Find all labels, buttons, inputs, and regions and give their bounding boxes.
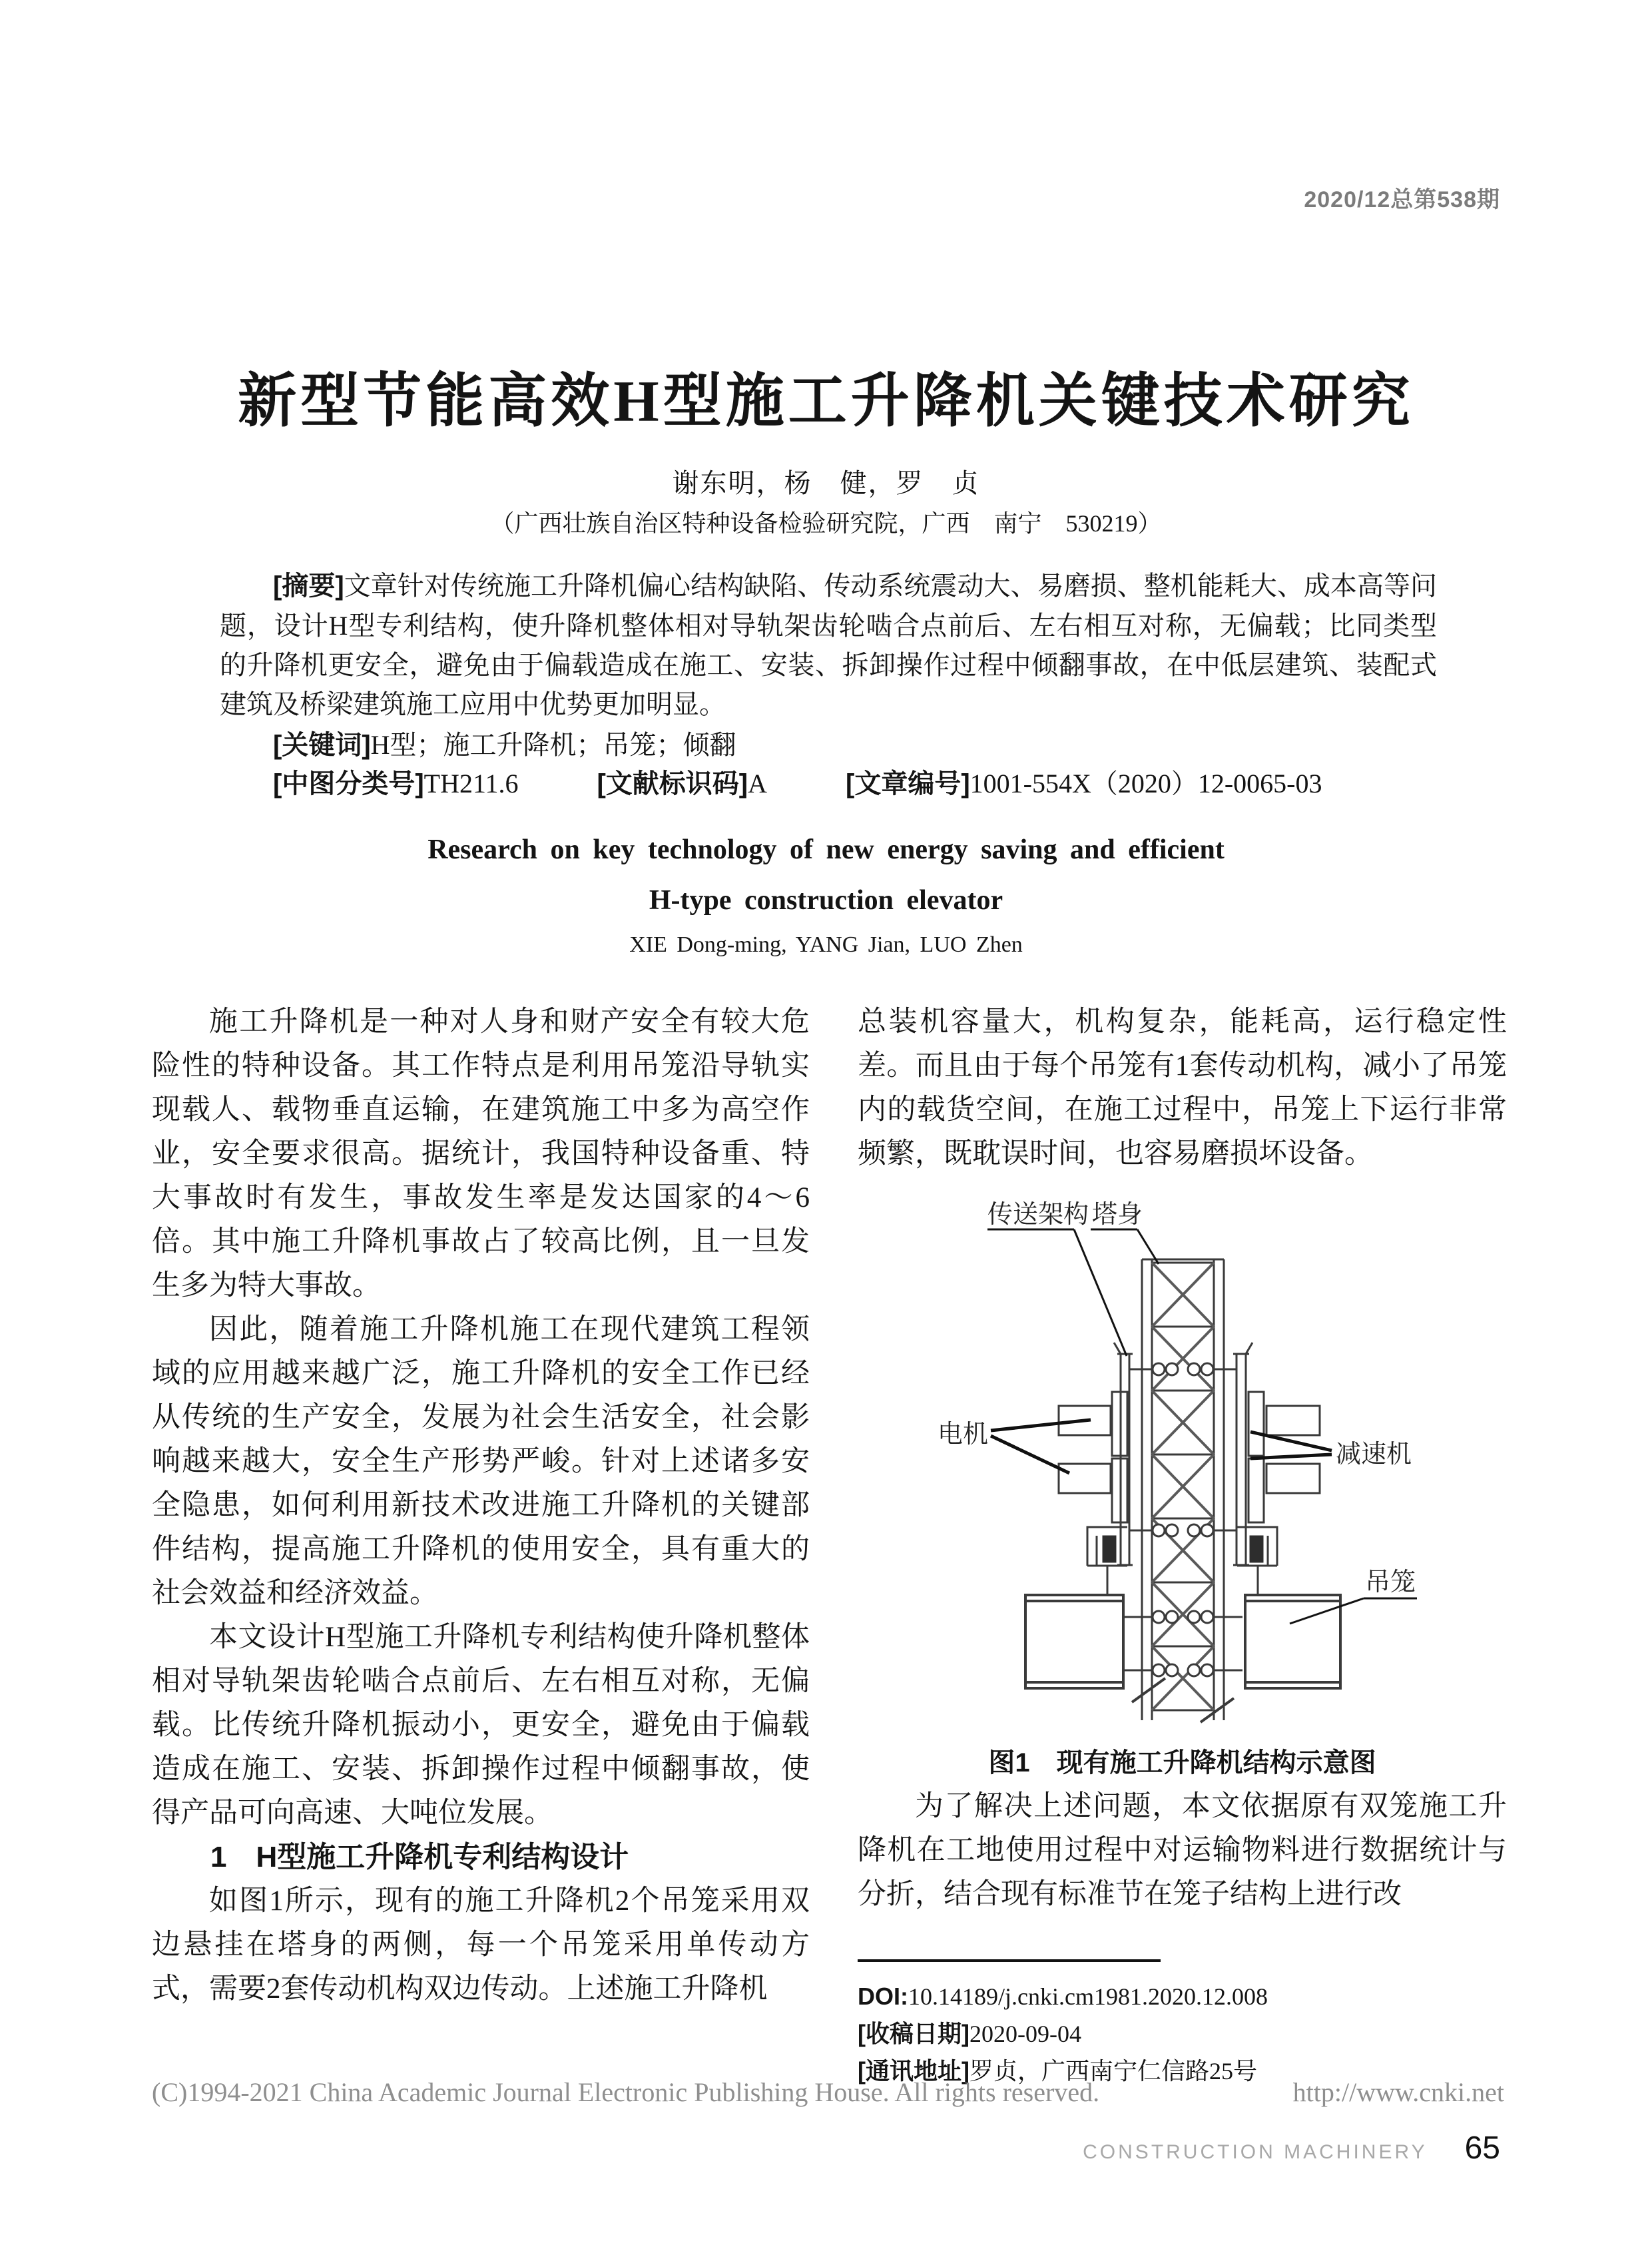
journal-name-english: CONSTRUCTION MACHINERY	[1083, 2141, 1428, 2163]
figure-label-motor: 电机	[938, 1421, 989, 1448]
footnote-block	[858, 1959, 1507, 2090]
figure-label-cage: 吊笼	[1365, 1568, 1416, 1596]
received-value: 2020-09-04	[969, 2021, 1081, 2047]
abstract-paragraph	[220, 566, 1437, 724]
received-line	[858, 2015, 1507, 2053]
paragraph: 施工升降机是一种对人身和财产安全有较大危险性的特种设备。其工作特点是利用吊笼沿导轨实现载人、载物垂直运输，在建筑施工中多为高空作业，安全要求很高。据统计，我国特种设备重、特大事故时有发生，事故发生率是发达国家的4～6倍。其中施工升降机事故占了较高比例，且一旦发生多为特大事故。	[152, 1006, 810, 1301]
paragraph: 因此，随着施工升降机施工在现代建筑工程领域的应用越来越广泛，施工升降机的安全工作已经从传统的生产安全，发展为社会生活安全，社会影响越来越大，安全生产形势严峻。针对上述诸多安全隐患，如何利用新技术改进施工升降机的关键部件结构，提高施工升降机的使用安全，具有重大的社会效益和经济效益。	[152, 1314, 810, 1609]
column-left	[152, 1000, 810, 2011]
figure1-caption: 图1 现有施工升降机结构示意图	[988, 1748, 1376, 1777]
title-english-line1: Research on key technology of new energy saving and efficient	[427, 834, 1225, 865]
footnote-rule	[858, 1959, 1161, 1962]
doc-code-label: [文献标识码]	[597, 769, 748, 799]
paragraph: 本文设计H型施工升降机专利结构使升降机整体相对导轨架齿轮啮合点前后、左右相互对称，无偏载。比传统升降机振动小，更安全，避免由于偏载造成在施工、安装、拆卸操作过程中倾翻事故，使得产品可向高速、大吨位发展。	[152, 1622, 810, 1829]
paragraph: 为了解决上述问题，本文依据原有双笼施工升降机在工地使用过程中对运输物料进行数据统计与分折，结合现有标准节在笼子结构上进行改	[858, 1791, 1507, 1910]
copyright-footer	[152, 2077, 1504, 2108]
article-id-value: 1001-554X（2020）12-0065-03	[969, 769, 1322, 799]
section-heading-1: 1 H型施工升降机专利结构设计	[210, 1841, 629, 1873]
received-label: [收稿日期]	[858, 2020, 969, 2047]
address-label: [通讯地址]	[858, 2057, 969, 2084]
authors-english: XIE Dong-ming, YANG Jian, LUO Zhen	[629, 932, 1023, 957]
affiliation: （广西壮族自治区特种设备检验研究院，广西 南宁 530219）	[490, 510, 1162, 537]
title-english-line2: H-type construction elevator	[649, 885, 1003, 916]
figure-label-reducer: 减速机	[1336, 1441, 1412, 1468]
abstract-text: 文章针对传统施工升降机偏心结构缺陷、传动系统震动大、易磨损、整机能耗大、成本高等问题，设计H型专利结构，使升降机整体相对导轨架齿轮啮合点前后、左右相互对称，无偏载；比同类型的升降机更安全，避免由于偏载造成在施工、安装、拆卸操作过程中倾翻事故，在中低层建筑、装配式建筑及桥梁建筑施工应用中优势更加明显。	[220, 571, 1437, 719]
clc-label: [中图分类号]	[273, 769, 424, 799]
authors-cn: 谢东明，杨 健，罗 贞	[672, 468, 980, 498]
paragraph: 如图1所示，现有的施工升降机2个吊笼采用双边悬挂在塔身的两侧，每一个吊笼采用单传动方式，需要2套传动机构双边传动。上述施工升降机	[152, 1885, 810, 2005]
page-number: 65	[1464, 2130, 1500, 2166]
figure-label-tower-body: 塔身	[1092, 1201, 1143, 1229]
figure1	[858, 1191, 1507, 1785]
doi-label: DOI:	[858, 1983, 908, 2010]
copyright-text: (C)1994-2021 China Academic Journal Electronic Publishing House. All rights reserved.	[152, 2077, 1100, 2107]
doc-code-value: A	[748, 769, 768, 799]
keywords-line	[220, 726, 1437, 765]
keywords-text: H型；施工升降机；吊笼；倾翻	[370, 730, 736, 760]
page-title: 新型节能高效H型施工升降机关键技术研究	[238, 370, 1414, 434]
keywords-label: [关键词]	[273, 731, 371, 760]
title-english	[0, 824, 1652, 926]
paragraph: 总装机容量大，机构复杂，能耗高，运行稳定性差。而且由于每个吊笼有1套传动机构，减小了吊笼内的载货空间，在施工过程中，吊笼上下运行非常频繁，既耽误时间，也容易磨损坏设备。	[858, 1006, 1507, 1169]
article-id-label: [文章编号]	[846, 769, 970, 799]
page-footer	[1083, 2130, 1500, 2166]
column-right	[858, 1000, 1507, 2090]
figure1-diagram	[858, 1191, 1507, 1724]
address-value: 罗贞，广西南宁仁信路25号	[969, 2058, 1257, 2084]
figure-label-transmission-frame: 传送架构	[987, 1201, 1089, 1229]
issue-number: 2020/12总第538期	[1304, 187, 1500, 212]
doi-value: 10.14189/j.cnki.cm1981.2020.12.008	[908, 1983, 1268, 2010]
abstract-label: [摘要]	[273, 571, 344, 601]
cnki-url: http://www.cnki.net	[1292, 2077, 1504, 2107]
classification-line	[220, 765, 1437, 803]
clc-value: TH211.6	[423, 769, 519, 799]
doi-line	[858, 1978, 1507, 2015]
